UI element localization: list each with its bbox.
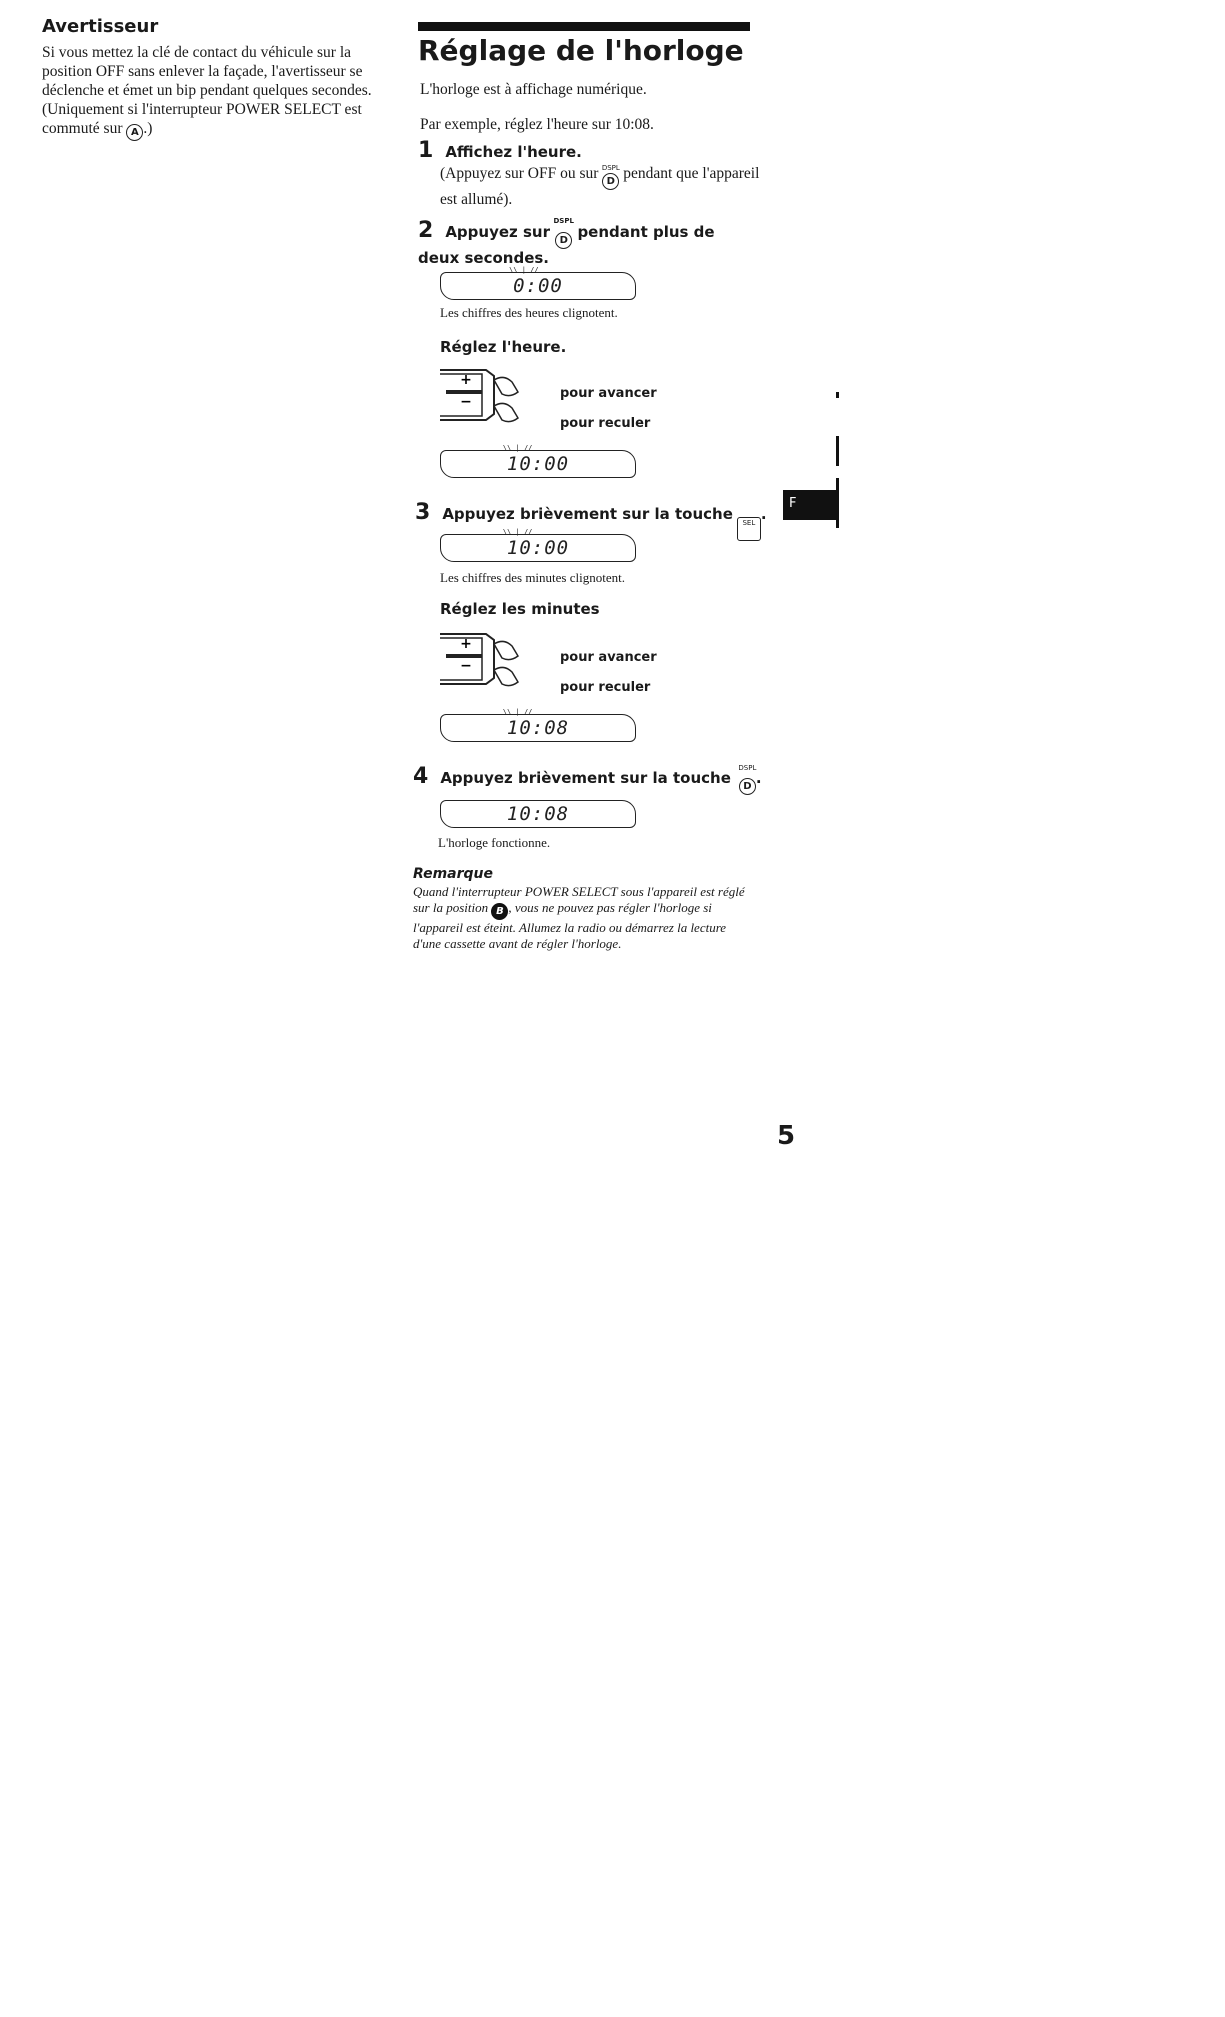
step-1-note xyxy=(440,164,760,210)
dspl-button-icon xyxy=(553,217,574,249)
step-2-heading-end: pendant plus de deux secondes. xyxy=(418,223,715,267)
d-glyph: D xyxy=(739,778,756,795)
step-2-heading xyxy=(418,217,715,267)
warning-heading: Avertisseur xyxy=(42,16,159,37)
step-2-number: 2 xyxy=(418,218,434,243)
page-title: Réglage de l'horloge xyxy=(418,34,744,67)
step-4: 4 Appuyez brièvement sur la touche DSPL D . xyxy=(413,764,762,795)
step-2-subheading: Réglez l'heure. xyxy=(440,338,567,356)
remark-text-end: , vous ne pouvez pas régler l'horloge si l'appareil est éteint. Allumez la radio ou démarrez la lecture d'une cassette avant de régler l'horloge. xyxy=(413,900,727,951)
step-3-subheading: Réglez les minutes xyxy=(440,600,600,618)
warning-text xyxy=(42,43,382,141)
rocker-switch-icon xyxy=(436,362,556,428)
dspl-button-icon xyxy=(601,164,620,190)
dspl-label: DSPL xyxy=(601,164,620,172)
remark-text xyxy=(413,884,753,952)
position-a-icon: A xyxy=(126,124,143,141)
svg-text:−: − xyxy=(460,658,472,674)
edge-mark xyxy=(836,392,839,398)
step-4-heading: Appuyez brièvement sur la touche xyxy=(440,769,731,787)
rocker-switch-illustration xyxy=(436,362,657,431)
step-1-note-end: pendant que l'appareil est allumé). xyxy=(440,165,760,208)
position-b-icon: B xyxy=(491,903,508,920)
lcd-text: \\ | // 10:00 xyxy=(507,453,569,475)
step-4-number: 4 xyxy=(413,764,429,789)
step-3-caption: Les chiffres des minutes clignotent. xyxy=(440,570,625,585)
language-tab: F xyxy=(783,490,837,520)
warning-section xyxy=(42,16,382,141)
step-1-heading: Affichez l'heure. xyxy=(445,143,582,161)
step-1-number: 1 xyxy=(418,138,434,163)
intro-text: L'horloge est à affichage numérique. xyxy=(420,81,647,98)
rocker-switch-illustration xyxy=(436,626,657,695)
dspl-label: DSPL xyxy=(738,764,757,772)
example-text: Par exemple, réglez l'heure sur 10:08. xyxy=(420,116,654,133)
svg-text:+: + xyxy=(460,636,472,652)
page-number: 5 xyxy=(777,1121,796,1151)
remark-heading: Remarque xyxy=(413,866,494,882)
back-label: pour reculer xyxy=(560,680,651,695)
step-1-note-text: (Appuyez sur OFF ou sur xyxy=(440,165,603,182)
svg-text:+: + xyxy=(460,372,472,388)
lcd-display xyxy=(440,800,636,828)
step-3-number: 3 xyxy=(415,500,431,525)
lcd-text: \\ | // 10:08 xyxy=(507,717,569,739)
step-3: 3 Appuyez brièvement sur la touche SEL . xyxy=(415,500,767,541)
rocker-switch-icon xyxy=(436,626,556,692)
warning-text-body: Si vous mettez la clé de contact du véhicule sur la position OFF sans enlever la façade, l'avertisseur se déclenche et émet un bip pendant quelques secondes. (Uniquement si l'interrupteur POWER SELECT est commuté sur xyxy=(42,44,372,137)
edge-mark xyxy=(836,436,839,466)
back-label: pour reculer xyxy=(560,416,651,431)
step-3-heading: Appuyez brièvement sur la touche xyxy=(442,505,733,523)
lcd-display xyxy=(440,714,636,742)
d-glyph: D xyxy=(602,173,619,190)
svg-text:−: − xyxy=(460,394,472,410)
step-2 xyxy=(418,218,738,268)
dspl-label: DSPL xyxy=(553,217,574,225)
warning-text-end: .) xyxy=(143,120,153,137)
lcd-display xyxy=(440,450,636,478)
step-2-heading-start: Appuyez sur xyxy=(445,223,556,241)
d-glyph: D xyxy=(555,232,572,249)
forward-label: pour avancer xyxy=(560,386,657,401)
dspl-button-icon xyxy=(738,764,757,795)
lcd-display xyxy=(440,272,636,300)
lcd-text: \\ | // 0:00 xyxy=(513,275,563,297)
step-2-caption: Les chiffres des heures clignotent. xyxy=(440,305,618,320)
title-rule xyxy=(418,22,750,31)
remark-text-body: Quand l'interrupteur POWER SELECT sous l'appareil est réglé sur la position xyxy=(413,884,745,915)
lcd-display xyxy=(440,534,636,562)
forward-label: pour avancer xyxy=(560,650,657,665)
lcd-text: 10:08 xyxy=(506,803,570,825)
sel-label: SEL xyxy=(742,519,756,527)
lcd-text: \\ | // 10:00 xyxy=(507,537,569,559)
step-1 xyxy=(418,138,582,163)
sel-key-icon xyxy=(737,517,761,541)
step-4-caption: L'horloge fonctionne. xyxy=(438,835,551,850)
